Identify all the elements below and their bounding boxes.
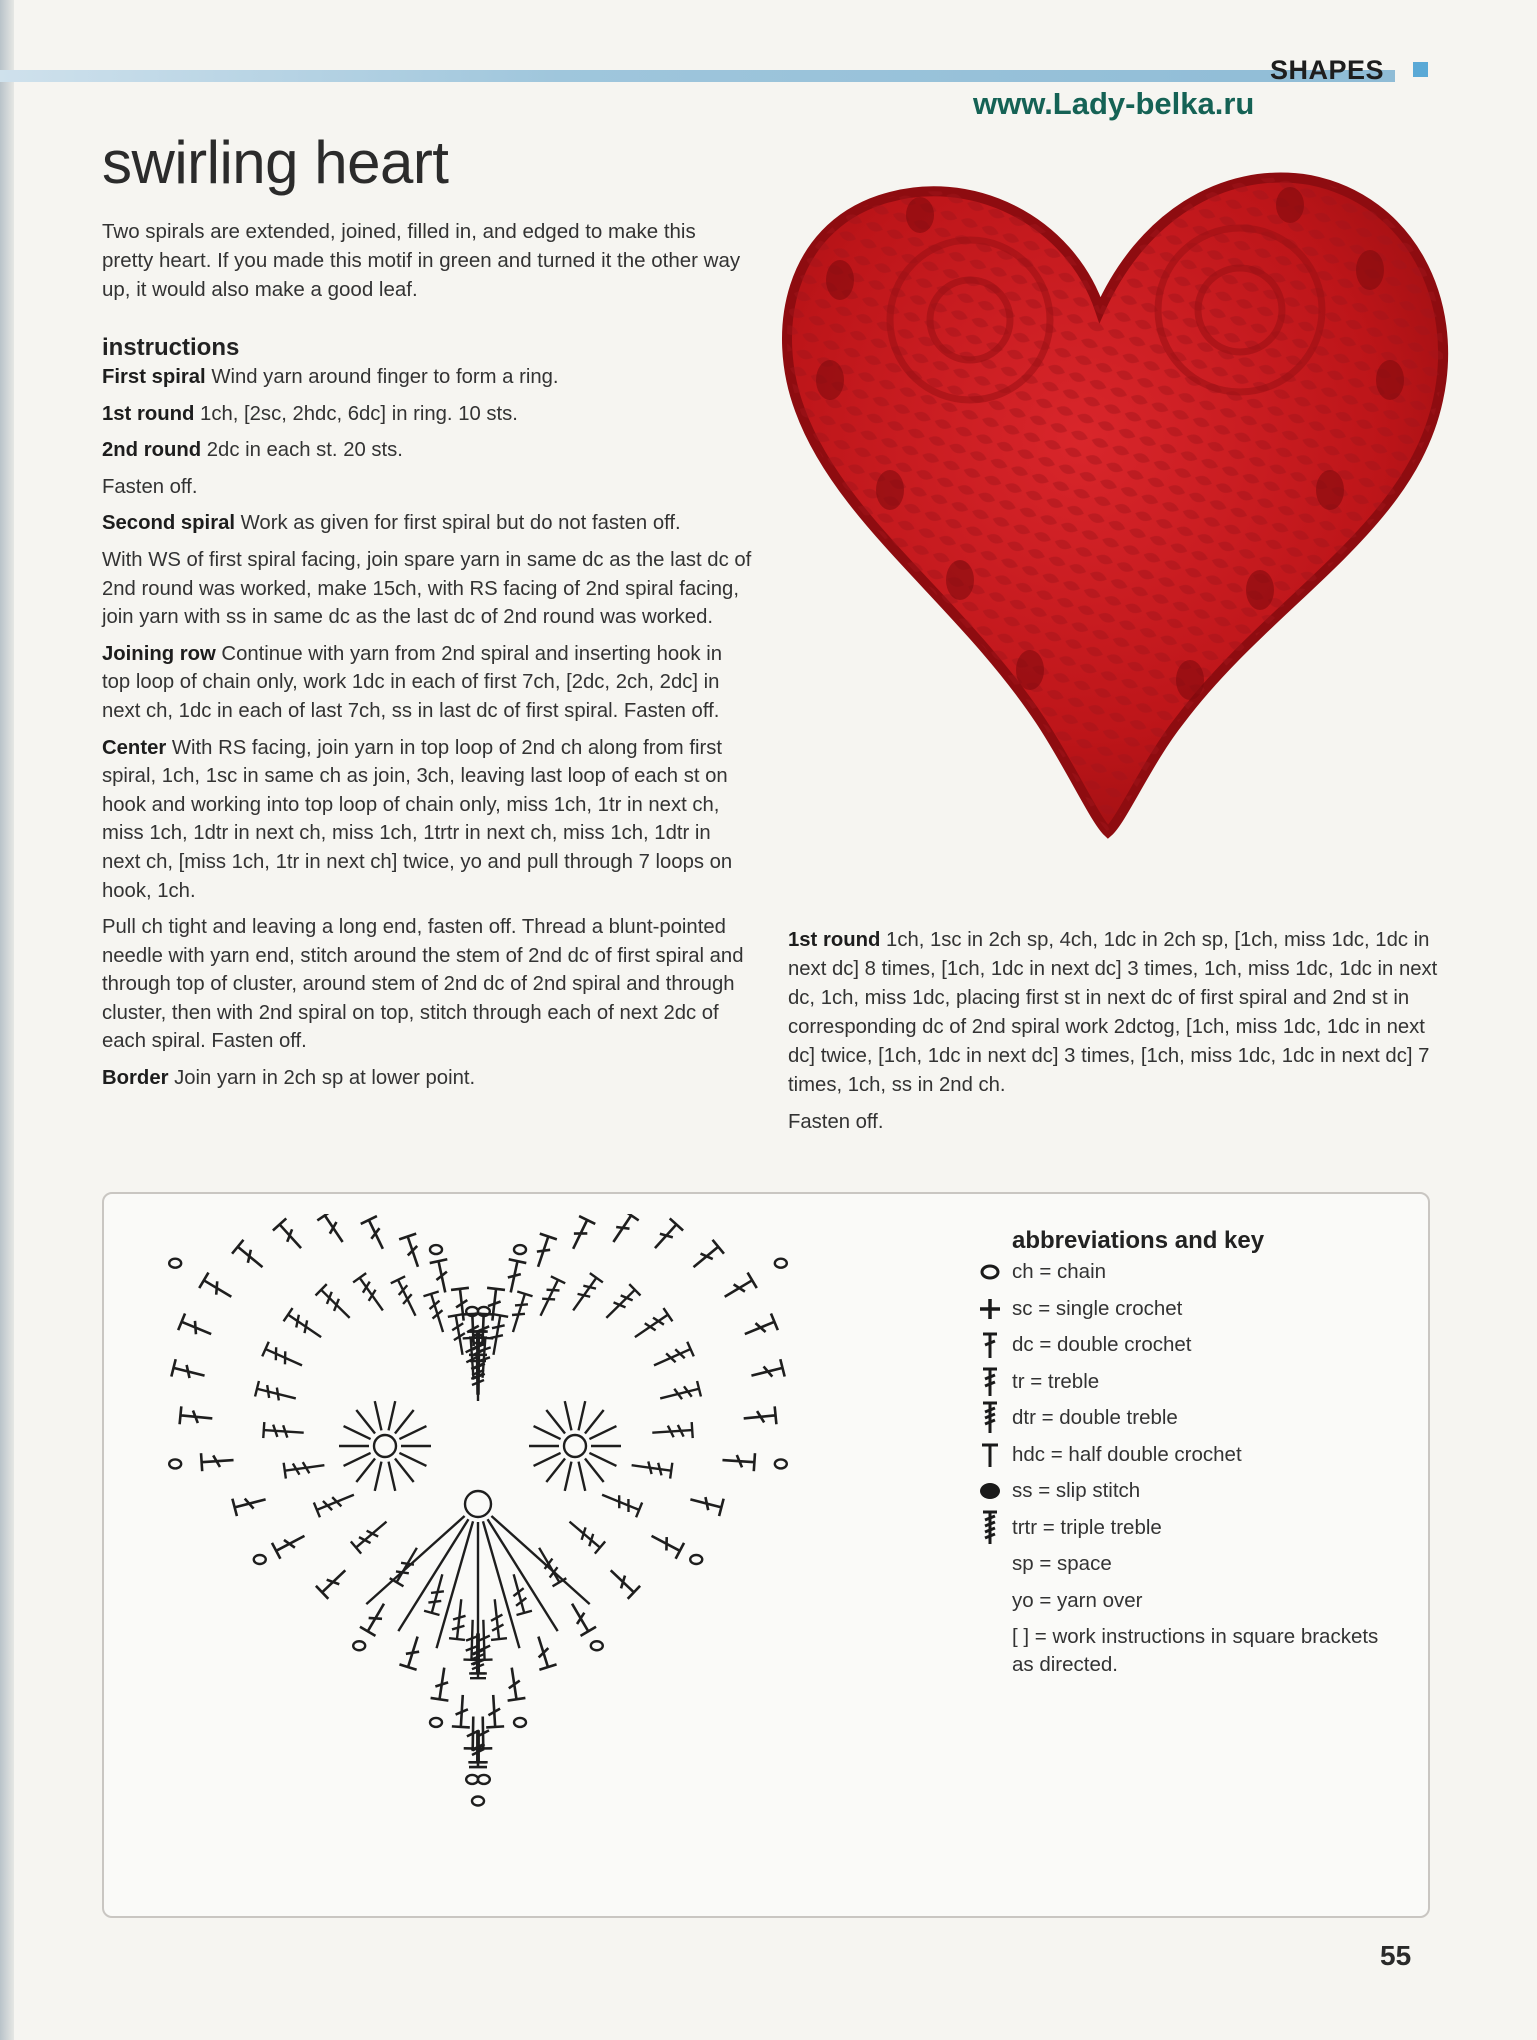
chart-dc-stitch	[180, 1406, 214, 1427]
chart-stitch-stroke	[606, 1214, 639, 1247]
chart-dc-stitch	[722, 1451, 755, 1471]
chart-inner-stitch	[316, 1284, 356, 1323]
chart-stitch-stroke	[232, 1491, 268, 1516]
chart-stitch-stroke	[503, 1666, 526, 1700]
chart-stitch-stroke	[449, 1598, 469, 1639]
chart-dc-stitch	[199, 1273, 236, 1305]
intro-text: Two spirals are extended, joined, filled in, and edged to make this pretty heart. If you made this motif in green and turned it the other way up, it would also make a good leaf.	[102, 220, 741, 301]
chart-stitch-stroke	[564, 1599, 596, 1636]
chart-inner-stitch	[651, 1342, 694, 1373]
chart-stitch-stroke	[599, 1487, 642, 1517]
instruction-paragraph: Joining row Continue with yarn from 2nd spiral and inserting hook in top loop of chain only, work 1dc in each of first 7ch, [2dc, 2ch, 2dc] in next ch, 1dc in each of last 7ch, ss in last dc of first spiral. Fasten off.	[102, 642, 722, 722]
chart-stitch-stroke	[741, 1314, 777, 1343]
plus-icon	[976, 1291, 1004, 1327]
chart-dc-stitch	[502, 1259, 526, 1294]
chart-dc-stitch	[530, 1234, 557, 1270]
chart-dc-stitch	[272, 1528, 309, 1559]
instruction-paragraph: With WS of first spiral facing, join spare yarn in same dc as the last dc of 2nd round was worked, make 15ch, with RS facing of 2nd spiral facing, join yarn with ss in same dc as the last dc of 2nd round was worked.	[102, 548, 752, 629]
chart-inner-stitch	[506, 1572, 532, 1615]
chart-spiral-stitch	[546, 1410, 565, 1433]
chart-cluster-stitch	[366, 1516, 464, 1604]
chart-spiral-stitch	[579, 1401, 586, 1430]
chart-stitch-stroke	[272, 1528, 309, 1559]
chart-stitch-stroke	[430, 1259, 454, 1294]
chart-dc-stitch	[530, 1634, 557, 1670]
chart-inner-stitch	[263, 1422, 304, 1441]
chart-dc-stitch	[720, 1273, 757, 1305]
legend-item-dtr: dtr = double treble	[974, 1400, 1394, 1437]
chart-dc-stitch	[178, 1314, 214, 1343]
chart-stitch-stroke	[448, 1314, 471, 1356]
chart-spiral-stitch	[565, 1401, 572, 1430]
instruction-paragraph: 2nd round 2dc in each st. 20 sts.	[102, 439, 403, 462]
chart-spiral-stitch	[589, 1453, 616, 1466]
chart-stitch-stroke	[631, 1457, 673, 1478]
chart-inner-stitch	[448, 1314, 471, 1356]
chart-stitch-stroke	[262, 1342, 305, 1373]
chart-stitch-stroke	[316, 1564, 352, 1599]
watermark-url: www.Lady-belka.ru	[973, 86, 1255, 121]
chart-inner-stitch	[314, 1487, 357, 1517]
chart-inner-stitch	[487, 1598, 507, 1639]
chart-inner-stitch	[630, 1308, 672, 1344]
chart-stitch-stroke	[317, 1214, 350, 1247]
chart-spiral-stitch	[579, 1462, 586, 1491]
chart-spiral-stitch	[546, 1459, 565, 1482]
chart-stitch-stroke	[360, 1599, 392, 1636]
instruction-paragraph: Second spiral Work as given for first spiral but do not fasten off.	[102, 512, 681, 535]
chart-dc-stitch	[749, 1359, 784, 1384]
chart-inner-stitch	[351, 1516, 392, 1554]
dc-symbol-icon	[976, 1327, 1004, 1363]
chart-stitch-stroke	[180, 1406, 214, 1427]
chart-chain-stitch	[430, 1718, 442, 1727]
chart-inner-stitch	[567, 1273, 603, 1315]
instruction-paragraph: 1st round 1ch, 1sc in 2ch sp, 4ch, 1dc in 2ch sp, [1ch, miss 1dc, 1dc in next dc] 8 times, [1ch, 1dc in next dc] 3 times, 1ch, miss 1dc, 1dc in next dc, 1ch, miss 1dc, placing first st in next dc of first spiral and 2nd st in corresponding dc of 2nd spiral work 2dctog, [1ch, miss 1dc, 1dc in next dc] twice, [1ch, 1dc in next dc] 3 times, [1ch, miss 1dc, 1dc in next dc] 7 times, 1ch, ss in 2nd ch.	[788, 929, 1438, 1096]
chart-stitch-stroke	[171, 1359, 206, 1384]
chart-dc-stitch	[606, 1214, 639, 1247]
chart-stitch-stroke	[530, 1234, 557, 1270]
chart-dc-stitch	[430, 1259, 454, 1294]
chart-stitch-stroke	[484, 1694, 504, 1727]
chart-stitch-stroke	[316, 1284, 356, 1323]
chart-dc-stitch	[743, 1406, 777, 1427]
chart-stitch-stroke	[424, 1572, 450, 1615]
chart-inner-stitch	[652, 1422, 693, 1441]
chart-dc-stitch	[503, 1666, 526, 1700]
chart-spiral-stitch	[534, 1426, 561, 1439]
chart-stitch-stroke	[351, 1516, 392, 1554]
legend-item-sp: sp = space	[1012, 1552, 1112, 1575]
chart-inner-stitch	[601, 1284, 641, 1323]
chart-stitch-stroke	[423, 1291, 450, 1334]
header-rule	[0, 70, 1395, 82]
legend-item-yo: yo = yarn over	[1012, 1588, 1143, 1612]
chart-stitch-stroke	[399, 1234, 426, 1270]
chart-stitch-stroke	[652, 1422, 693, 1441]
chart-chain-stitch	[478, 1775, 490, 1784]
chart-spiral-stitch	[534, 1453, 561, 1466]
chart-chain-stitch	[472, 1797, 484, 1806]
chart-dc-stitch	[316, 1564, 352, 1599]
chart-chain-stitch	[775, 1459, 787, 1468]
chart-stitch-stroke	[255, 1381, 298, 1406]
center-ring	[465, 1491, 491, 1517]
chart-spiral-stitch	[585, 1410, 604, 1433]
chart-spiral-stitch	[395, 1410, 414, 1433]
chart-stitch-stroke	[199, 1273, 236, 1305]
chart-stitch-stroke	[688, 1240, 724, 1274]
chart-inner-stitch	[284, 1308, 326, 1344]
legend-item-dc: dc = double crochet	[974, 1327, 1394, 1364]
chart-dc-stitch	[741, 1314, 777, 1343]
chart-stitch-stroke	[565, 1216, 595, 1253]
chart-inner-stitch	[449, 1598, 469, 1639]
chart-stitch-stroke	[263, 1422, 304, 1441]
chart-stitch-stroke	[601, 1284, 641, 1323]
chart-dc-stitch	[604, 1564, 640, 1599]
chart-dc-stitch	[171, 1359, 206, 1384]
chart-dc-stitch	[431, 1666, 454, 1700]
chart-spiral-stitch	[356, 1459, 375, 1482]
chart-stitch-stroke	[647, 1528, 684, 1559]
chart-dc-stitch	[399, 1634, 426, 1670]
chart-inner-stitch	[391, 1276, 423, 1319]
chart-stitch-stroke	[564, 1516, 605, 1554]
legend-item-ss: ss = slip stitch	[974, 1473, 1394, 1510]
chart-inner-stitch	[658, 1381, 701, 1406]
section-label: SHAPES	[1270, 55, 1385, 85]
chart-stitch-stroke	[284, 1457, 326, 1478]
chart-stitch-stroke	[651, 1342, 694, 1373]
legend-item-ch: ch = chain	[974, 1254, 1394, 1291]
chart-spiral-stitch	[356, 1410, 375, 1433]
chart-stitch-stroke	[487, 1598, 507, 1639]
chart-stitch-stroke	[530, 1634, 557, 1670]
chart-stitch-stroke	[506, 1572, 532, 1615]
chart-stitch-stroke	[361, 1216, 391, 1253]
chart-stitch-stroke	[452, 1694, 472, 1727]
chart-stitch-stroke	[273, 1218, 308, 1254]
chart-spiral-stitch	[375, 1401, 382, 1430]
chart-spiral-stitch	[344, 1453, 371, 1466]
chart-dc-stitch	[688, 1491, 724, 1516]
chart-stitch-stroke	[486, 1314, 509, 1356]
chain-oval-icon	[976, 1254, 1004, 1290]
chart-stitch-stroke	[567, 1273, 603, 1315]
chart-chain-stitch	[169, 1259, 181, 1268]
chart-stitch-stroke	[431, 1666, 454, 1700]
crochet-stitch-diagram	[150, 1214, 790, 1904]
chart-stitch-stroke	[391, 1276, 423, 1319]
chart-spiral-stitch	[589, 1426, 616, 1439]
chart-stitch-stroke	[201, 1451, 234, 1471]
chart-inner-stitch	[262, 1342, 305, 1373]
chart-spiral-stitch	[399, 1426, 426, 1439]
legend-item-trtr: trtr = triple treble	[974, 1510, 1394, 1547]
instructions	[102, 333, 754, 1101]
chart-inner-stitch	[631, 1457, 673, 1478]
section-marker-square	[1413, 62, 1428, 77]
border-instructions-continued	[788, 926, 1438, 1145]
chart-dc-stitch	[360, 1599, 392, 1636]
chart-chain-stitch	[775, 1259, 787, 1268]
legend-heading: abbreviations and key	[1012, 1227, 1265, 1254]
chart-inner-stitch	[564, 1516, 605, 1554]
chart-chain-stitch	[430, 1245, 442, 1254]
chart-stitch-stroke	[648, 1218, 683, 1254]
chart-inner-stitch	[284, 1457, 326, 1478]
chart-dc-stitch	[201, 1451, 234, 1471]
spiral-ring-right	[564, 1435, 586, 1457]
chart-stitch-stroke	[178, 1314, 214, 1343]
chart-inner-stitch	[423, 1291, 450, 1334]
chart-stitch-stroke	[533, 1276, 565, 1319]
chart-stitch-stroke	[743, 1406, 777, 1427]
chart-spiral-stitch	[565, 1462, 572, 1491]
chart-inner-stitch	[255, 1381, 298, 1406]
instruction-paragraph: First spiral Wind yarn around finger to form a ring.	[102, 366, 559, 388]
instruction-paragraph: Fasten off.	[788, 1111, 884, 1133]
chart-stitch-stroke	[314, 1487, 357, 1517]
instruction-paragraph: Center With RS facing, join yarn in top loop of 2nd ch along from first spiral, 1ch, 1sc in same ch as join, 3ch, leaving last loop of each st on hook and working into top loop of chain only, miss 1ch, 1tr in next ch, miss 1ch, 1dtr in next ch, miss 1ch, 1trtr in next ch, miss 1ch, 1dtr in next ch, [miss 1ch, 1tr in next ch] twice, yo and pull through 7 loops on hook, 1ch.	[102, 736, 733, 902]
dtr-symbol-icon	[976, 1400, 1004, 1436]
chart-inner-stitch	[486, 1314, 509, 1356]
tr-symbol-icon	[976, 1364, 1004, 1400]
abbreviations-key	[974, 1226, 1394, 1679]
chart-stitch-stroke	[502, 1259, 526, 1294]
chart-dc-stitch	[232, 1240, 268, 1274]
chart-inner-stitch	[505, 1291, 532, 1334]
instruction-paragraph: Pull ch tight and leaving a long end, fasten off. Thread a blunt-pointed needle with yarn end, stitch around the stem of 2nd dc of first spiral and through top of cluster, around stem of 2nd dc of 2nd spiral and through cluster, then with 2nd spiral on top, stitch through each of next 2dc of each spiral. Fasten off.	[102, 916, 744, 1053]
page-number: 55	[1380, 1940, 1412, 1971]
chart-dc-stitch	[648, 1218, 683, 1254]
chart-chain-stitch	[353, 1641, 365, 1650]
chart-chain-stitch	[690, 1555, 702, 1564]
chart-inner-stitch	[599, 1487, 642, 1517]
legend-item-sc: sc = single crochet	[974, 1291, 1394, 1328]
t-symbol-icon	[976, 1437, 1004, 1473]
chart-spiral-stitch	[389, 1462, 396, 1491]
chart-chain-stitch	[169, 1459, 181, 1468]
chart-inner-stitch	[533, 1276, 565, 1319]
chart-dc-stitch	[452, 1694, 472, 1727]
chart-chain-stitch	[591, 1641, 603, 1650]
chart-chain-stitch	[254, 1555, 266, 1564]
spiral-ring-left	[374, 1435, 396, 1457]
trtr-symbol-icon	[976, 1510, 1004, 1546]
crochet-heart-photo	[770, 160, 1450, 850]
chart-dc-stitch	[565, 1216, 595, 1253]
chart-inner-stitch	[353, 1273, 389, 1315]
chart-stitch-stroke	[749, 1359, 784, 1384]
chart-dc-stitch	[647, 1528, 684, 1559]
chart-stitch-stroke	[232, 1240, 268, 1274]
chart-stitch-stroke	[353, 1273, 389, 1315]
chart-spiral-stitch	[375, 1462, 382, 1491]
chart-dc-stitch	[399, 1234, 426, 1270]
filled-dot-icon	[976, 1473, 1004, 1509]
chart-spiral-stitch	[344, 1426, 371, 1439]
page-title: swirling heart	[102, 129, 449, 196]
instructions-heading: instructions	[102, 334, 240, 361]
chart-spiral-stitch	[399, 1453, 426, 1466]
chart-dc-stitch	[232, 1491, 268, 1516]
chart-stitch-stroke	[604, 1564, 640, 1599]
stitch-chart-panel	[102, 1192, 1430, 1918]
instruction-paragraph: Fasten off.	[102, 475, 198, 498]
chart-spiral-stitch	[395, 1459, 414, 1482]
chart-dc-stitch	[564, 1599, 596, 1636]
chart-stitch-stroke	[399, 1634, 426, 1670]
chart-stitch-stroke	[720, 1273, 757, 1305]
chart-dc-stitch	[688, 1240, 724, 1274]
chart-stitch-stroke	[630, 1308, 672, 1344]
chart-inner-stitch	[424, 1572, 450, 1615]
chart-stitch-stroke	[658, 1381, 701, 1406]
chart-stitch-stroke	[284, 1308, 326, 1344]
chart-chain-stitch	[514, 1245, 526, 1254]
chart-dc-stitch	[273, 1218, 308, 1254]
instruction-paragraph: 1st round 1ch, [2sc, 2hdc, 6dc] in ring. 10 sts.	[102, 402, 518, 425]
chart-dc-stitch	[484, 1694, 504, 1727]
chart-dc-stitch	[317, 1214, 350, 1247]
chart-chain-stitch	[466, 1775, 478, 1784]
legend-item-brackets: [ ] = work instructions in square brackets as directed.	[1012, 1625, 1379, 1676]
chart-dc-stitch	[361, 1216, 391, 1253]
chart-cluster-stitch	[491, 1516, 589, 1604]
chart-spiral-stitch	[585, 1459, 604, 1482]
chart-stitch-stroke	[722, 1451, 755, 1471]
instruction-paragraph: Border Join yarn in 2ch sp at lower point.	[102, 1067, 476, 1090]
legend-item-hdc: hdc = half double crochet	[974, 1437, 1394, 1474]
chart-spiral-stitch	[389, 1401, 396, 1430]
chart-stitch-stroke	[505, 1291, 532, 1334]
chart-stitch-stroke	[688, 1491, 724, 1516]
book-spine-shadow	[0, 0, 14, 2040]
chart-chain-stitch	[514, 1718, 526, 1727]
legend-item-tr: tr = treble	[974, 1364, 1394, 1401]
